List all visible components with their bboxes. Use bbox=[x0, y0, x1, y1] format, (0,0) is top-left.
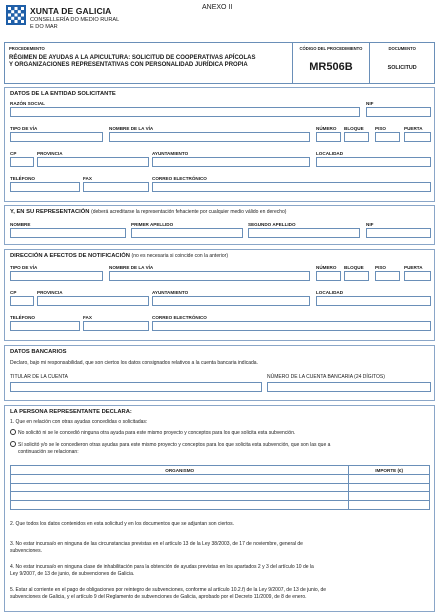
organismo-cell[interactable] bbox=[11, 492, 349, 500]
item-3-line-1: 3. No estar incursa/o en ninguna de las circunstancias previstas en el artículo 13 de la Ley 38/2003, de 17 de noviembre, general de bbox=[10, 541, 303, 547]
importe-cell[interactable] bbox=[349, 475, 429, 483]
item-4-line-1: 4. No estar incursa/o en ninguna clase de inhabilitación para la obtención de ayudas previstas en los apartados 2 y 3 del artículo 10 de la bbox=[10, 564, 314, 570]
applicant-section-title: DATOS DE LA ENTIDAD SOLICITANTE bbox=[10, 91, 116, 97]
rep-apellido2-input[interactable] bbox=[248, 228, 360, 238]
item-5-line-2: subvenciones de Galicia, y el artículo 9 del Reglamento de subvenciones de Galicia, aprobado por el Decreto 11/2009, de 8 de enero. bbox=[10, 594, 307, 601]
representative-section-title bbox=[10, 209, 286, 215]
department-name bbox=[30, 17, 119, 30]
telefono-input[interactable] bbox=[10, 182, 80, 192]
notif-localidad-label: LOCALIDAD bbox=[316, 290, 344, 295]
procedure-title bbox=[5, 51, 292, 69]
nif-label: NIF bbox=[366, 101, 374, 106]
bank-section-title: DATOS BANCARIOS bbox=[10, 349, 67, 355]
declaration-section-title: LA PERSONA REPRESENTANTE DECLARA: bbox=[10, 409, 132, 415]
notif-fax-label: FAX bbox=[83, 315, 92, 320]
radio-yes-icon[interactable] bbox=[10, 441, 16, 447]
razon-social-input[interactable] bbox=[10, 107, 360, 117]
rep-apellido2-label: SEGUNDO APELLIDO bbox=[248, 222, 296, 227]
notif-email-label: CORREO ELECTRÓNICO bbox=[152, 315, 207, 320]
notif-numero-input[interactable] bbox=[316, 271, 341, 281]
puerta-label: PUERTA bbox=[404, 126, 423, 131]
rep-nombre-label: NOMBRE bbox=[10, 222, 31, 227]
email-input[interactable] bbox=[152, 182, 431, 192]
notification-note: (no es necesaria si coincide con la anterior) bbox=[131, 253, 228, 259]
nombre-via-label: NOMBRE DE LA VÍA bbox=[109, 126, 154, 131]
notif-ayuntamiento-label: AYUNTAMIENTO bbox=[152, 290, 189, 295]
tipo-via-label: TIPO DE VÍA bbox=[10, 126, 38, 131]
document-type: SOLICITUD bbox=[387, 65, 417, 71]
nif-input[interactable] bbox=[366, 107, 431, 117]
annex-label: ANEXO II bbox=[202, 4, 233, 11]
procedure-title-line-1: RÉGIMEN DE AYUDAS A LA APICULTURA: SOLICITUD DE COOPERATIVAS APÍCOLAS bbox=[9, 55, 256, 61]
rep-nombre-input[interactable] bbox=[10, 228, 126, 238]
ayuntamiento-label: AYUNTAMIENTO bbox=[152, 151, 189, 156]
rep-nif-input[interactable] bbox=[366, 228, 431, 238]
nombre-via-input[interactable] bbox=[109, 132, 310, 142]
rep-apellido1-input[interactable] bbox=[131, 228, 243, 238]
provincia-input[interactable] bbox=[37, 157, 149, 167]
bank-titular-input[interactable] bbox=[10, 382, 262, 392]
table-row[interactable] bbox=[11, 475, 429, 484]
declaration-item-3 bbox=[10, 541, 303, 555]
applicant-section bbox=[4, 87, 435, 202]
organismo-cell[interactable] bbox=[11, 501, 349, 510]
cp-input[interactable] bbox=[10, 157, 34, 167]
fax-input[interactable] bbox=[83, 182, 149, 192]
importe-header: IMPORTE (€) bbox=[375, 468, 404, 473]
notification-section-title bbox=[10, 253, 228, 259]
notif-numero-label: NÚMERO bbox=[316, 265, 337, 270]
notif-fax-input[interactable] bbox=[83, 321, 149, 331]
bank-section bbox=[4, 345, 435, 401]
option-no-text: No solicitó ni se le concedió ninguna otra ayuda para este mismo proyecto y conceptos para los que solicita esta subvención. bbox=[18, 430, 296, 436]
procedure-code-cell bbox=[293, 43, 371, 83]
notif-piso-label: PISO bbox=[375, 265, 386, 270]
declaration-item-4 bbox=[10, 564, 314, 578]
importe-cell[interactable] bbox=[349, 484, 429, 492]
option-yes-text-line-2: continuación se relacionan: bbox=[18, 449, 79, 456]
table-row[interactable] bbox=[11, 484, 429, 493]
procedure-cell bbox=[5, 43, 293, 83]
document-label: DOCUMENTO bbox=[388, 46, 416, 51]
notification-section bbox=[4, 249, 435, 341]
notif-tipo-via-label: TIPO DE VÍA bbox=[10, 265, 38, 270]
representative-section bbox=[4, 205, 435, 245]
procedure-code-label: CÓDIGO DEL PROCEDIMIENTO bbox=[299, 46, 363, 51]
notif-nombre-via-input[interactable] bbox=[109, 271, 310, 281]
telefono-label: TELÉFONO bbox=[10, 176, 36, 181]
representative-note: (deberá acreditarse la representación fehaciente por cualquier medio válido en derecho) bbox=[91, 209, 287, 215]
piso-label: PISO bbox=[375, 126, 386, 131]
item-4-line-2: Ley 9/2007, de 13 de junio, de subvenciones de Galicia. bbox=[10, 571, 135, 578]
declaration-section bbox=[4, 405, 435, 612]
declaration-option-no[interactable] bbox=[10, 429, 295, 437]
procedure-label: PROCEDEMENTO bbox=[9, 46, 45, 51]
fax-label: FAX bbox=[83, 176, 92, 181]
tipo-via-input[interactable] bbox=[10, 132, 103, 142]
radio-no-icon[interactable] bbox=[10, 429, 16, 435]
importe-cell[interactable] bbox=[349, 501, 429, 510]
representative-title-text: Y, EN SU REPRESENTACIÓN bbox=[10, 209, 90, 215]
table-header bbox=[11, 466, 429, 475]
declaration-item-5 bbox=[10, 587, 326, 601]
email-label: CORREO ELECTRÓNICO bbox=[152, 176, 207, 181]
other-aids-table bbox=[10, 465, 430, 510]
localidad-label: LOCALIDAD bbox=[316, 151, 344, 156]
notif-cp-label: CP bbox=[10, 290, 17, 295]
numero-label: NÚMERO bbox=[316, 126, 337, 131]
rep-apellido1-label: PRIMER APELLIDO bbox=[131, 222, 174, 227]
item-5-line-1: 5. Estar al corriente en el pago de obligaciones por reintegro de subvenciones, conforme al artículo 10.2.f) de la Ley 9/2007, de 13 de junio, de bbox=[10, 587, 327, 593]
xunta-logo-icon bbox=[6, 5, 26, 25]
ayuntamiento-input[interactable] bbox=[152, 157, 310, 167]
option-yes-text-line-1: Sí solicitó y/o se le concedieron otras ayudas para este mismo proyecto y conceptos para los que solicita esta subvención, que son las que a bbox=[18, 442, 331, 448]
notif-piso-input[interactable] bbox=[375, 271, 400, 281]
page-header bbox=[4, 3, 435, 41]
bank-account-label: NÚMERO DE LA CUENTA BANCARIA (24 DÍGITOS) bbox=[267, 374, 385, 380]
bank-titular-label: TITULAR DE LA CUENTA bbox=[10, 374, 68, 380]
notif-nombre-via-label: NOMBRE DE LA VÍA bbox=[109, 265, 154, 270]
bloque-input[interactable] bbox=[344, 132, 369, 142]
notif-puerta-label: PUERTA bbox=[404, 265, 423, 270]
notif-telefono-label: TELÉFONO bbox=[10, 315, 36, 320]
provincia-label: PROVINCIA bbox=[37, 151, 63, 156]
bloque-label: BLOQUE bbox=[344, 126, 364, 131]
organismo-cell[interactable] bbox=[11, 475, 349, 483]
organization-name: XUNTA DE GALICIA bbox=[30, 6, 112, 16]
item-3-line-2: subvenciones. bbox=[10, 548, 42, 555]
localidad-input[interactable] bbox=[316, 157, 431, 167]
numero-input[interactable] bbox=[316, 132, 341, 142]
organismo-cell[interactable] bbox=[11, 484, 349, 492]
notif-telefono-input[interactable] bbox=[10, 321, 80, 331]
notif-tipo-via-input[interactable] bbox=[10, 271, 103, 281]
notif-ayuntamiento-input[interactable] bbox=[152, 296, 310, 306]
notif-provincia-label: PROVINCIA bbox=[37, 290, 63, 295]
importe-cell[interactable] bbox=[349, 492, 429, 500]
table-row[interactable] bbox=[11, 492, 429, 501]
notif-bloque-input[interactable] bbox=[344, 271, 369, 281]
notif-cp-input[interactable] bbox=[10, 296, 34, 306]
notif-provincia-input[interactable] bbox=[37, 296, 149, 306]
organismo-header: ORGANISMO bbox=[11, 466, 349, 474]
razon-social-label: RAZÓN SOCIAL bbox=[10, 101, 45, 106]
procedure-box bbox=[4, 42, 435, 84]
table-row[interactable] bbox=[11, 501, 429, 510]
procedure-code: MR506B bbox=[309, 61, 353, 73]
bank-declaration: Declaro, bajo mi responsabilidad, que son ciertos los datos consignados relativos a la cuenta bancaria indicada. bbox=[10, 360, 258, 366]
procedure-title-line-2: Y ORGANIZACIONES REPRESENTATIVAS CON PERSONALIDAD JURÍDICA PROPIA bbox=[9, 62, 248, 69]
piso-input[interactable] bbox=[375, 132, 400, 142]
bank-account-input[interactable] bbox=[267, 382, 431, 392]
department-line-1: CONSELLERÍA DO MEDIO RURAL bbox=[30, 17, 120, 23]
declaration-option-yes[interactable] bbox=[10, 441, 330, 456]
notif-puerta-input[interactable] bbox=[404, 271, 431, 281]
notif-localidad-input[interactable] bbox=[316, 296, 431, 306]
declaration-item-2: 2. Que todos los datos contenidos en esta solicitud y en los documentos que se adjuntan son ciertos. bbox=[10, 521, 235, 527]
notif-bloque-label: BLOQUE bbox=[344, 265, 364, 270]
notif-email-input[interactable] bbox=[152, 321, 431, 331]
puerta-input[interactable] bbox=[404, 132, 431, 142]
cp-label: CP bbox=[10, 151, 17, 156]
declaration-item-1: 1. Que en relación con otras ayudas concedidas o solicitadas: bbox=[10, 419, 148, 425]
document-cell bbox=[370, 43, 434, 83]
notification-title-text: DIRECCIÓN A EFECTOS DE NOTIFICACIÓN bbox=[10, 253, 130, 259]
rep-nif-label: NIF bbox=[366, 222, 374, 227]
department-line-2: E DO MAR bbox=[30, 23, 58, 30]
